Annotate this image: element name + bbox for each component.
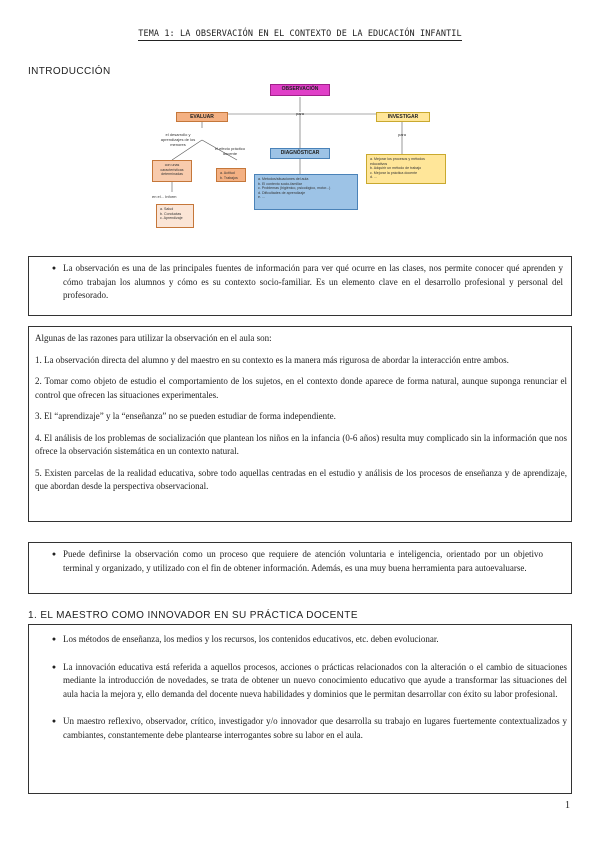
para-label: para xyxy=(295,111,304,116)
reason-item: 3. El “aprendizaje” y la “enseñanza” no se pueden estudiar de forma independiente. xyxy=(35,411,336,421)
evaluar-node: EVALUAR xyxy=(176,112,228,122)
innovation-item: La innovación educativa está referida a aquellos procesos, acciones o prácticas relacionados con la alteración o el cambio de situaciones mediante la introducción de novedades, se trata de obtener un nuevo conocimiento educativo que ayude a transformar las situaciones del aula hacia la mejora y, ello demanda del docente nueva habilidades y dominios que le permitan desarrollar con éxito su labor profesional. xyxy=(63,661,567,699)
en-el-label: en el... Inform xyxy=(152,194,177,199)
diagnosticar-list: a. Metodos/situaciones del aula b. El contexto socio-familiar c. Problemas (higiénico, psicológico, motor...) d. Dificultades de aprendizaje e. ... xyxy=(254,174,358,210)
desarrollo-label: el desarrollo y aprendizajes de los menores xyxy=(160,132,196,147)
efecto-label: el efecto práctico docente xyxy=(214,146,246,156)
definition-text: Puede definirse la observación como un proceso que requiere de atención voluntaria e inteligencia, orientado por un objetivo terminal y organizado, y utilizado con el fin de obtener información. Además, es una muy buena herramienta para autoevaluarse. xyxy=(63,549,543,573)
innovation-item: Un maestro reflexivo, observador, crítico, investigador y/o innovador que desarrolla su trabajo en lugares fuertemente contextualizados y cambiantes, constantemente debe plantearse interrogantes sobre su labor en el aula. xyxy=(63,716,567,740)
salud-node: a. Salud b. Conductas c. Aprendizaje xyxy=(156,204,194,228)
document-title: TEMA 1: LA OBSERVACIÓN EN EL CONTEXTO DE LA EDUCACIÓN INFANTIL xyxy=(138,29,462,39)
reasons-box xyxy=(28,326,572,522)
reason-item: 4. El análisis de los problemas de socialización que plantean los niños en la infancia (0-6 años) resulta muy complicado sin la información que nos ofrece la observación sistemática en un contexto natural. xyxy=(35,432,567,456)
concept-map xyxy=(152,82,448,238)
reason-item: 5. Existen parcelas de la realidad educativa, sobre todo aquellas centradas en el estudio y análisis de los procesos de enseñanza y de aprendizaje, que abordan desde la perspectiva observacional. xyxy=(35,467,567,491)
reason-item: 2. Tomar como objeto de estudio el comportamiento de los sujetos, en el contexto donde aparece de forma natural, aunque suponga renunciar el control que ofrecen las situaciones experimentales. xyxy=(35,376,567,400)
innovation-item: Los métodos de enseñanza, los medios y los recursos, los contenidos educativos, etc. deben evolucionar. xyxy=(63,634,439,644)
diagnosticar-node: DIAGNÓSTICAR xyxy=(270,148,330,159)
section-1-heading: 1. EL MAESTRO COMO INNOVADOR EN SU PRÁCTICA DOCENTE xyxy=(28,610,358,621)
page-number: 1 xyxy=(565,800,570,811)
actitud-node: a. Actitud b. Trabajos xyxy=(216,168,246,182)
investigar-node: INVESTIGAR xyxy=(376,112,430,122)
reason-item: 1. La observación directa del alumno y del maestro en su contexto es la manera más rigurosa de abordar la interacción entre ambos. xyxy=(35,354,509,365)
reasons-intro: Algunas de las razones para utilizar la observación en el aula son: xyxy=(35,333,272,343)
definition-box: ● Puede definirse la observación como un proceso que requiere de atención voluntaria e inteligencia, orientado por un objetivo terminal y organizado, y utilizado con el fin de obtener información. Además, es una muy buena herramienta para autoevaluarse. xyxy=(28,542,572,594)
innovation-box: ● Los métodos de enseñanza, los medios y los recursos, los contenidos educativos, etc. deben evolucionar. ● La innovación educativa está referida a aquellos procesos, acciones o prácticas relacionados con la alteración o el cambio de situaciones mediante la introducción de novedades, se trata de obtener un nuevo conocimiento educativo que ayude a transformar las situaciones del aula hacia la mejora y, ello demanda del docente nueva habilidades y dominios que le permitan desarrollar con éxito su labor profesional. ● Un maestro reflexivo, observador, crítico, investigador y/o innovador que desarrolla su trabajo en lugares fuertemente contextualizados y cambiantes, constantemente debe plantearse interrogantes sobre su labor en el aula. xyxy=(28,624,572,794)
observacion-node: OBSERVACIÓN xyxy=(270,84,330,96)
intro-heading: INTRODUCCIÓN xyxy=(28,66,111,77)
caracteristicas-node: con unas características determinadas xyxy=(152,160,192,182)
investigar-list: a. Mejorar los procesos y métodos educativos b. Adquirir un método de trabajo c. Mejorar la práctica docente d. ... xyxy=(366,154,446,184)
observation-definition-text: La observación es una de las principales fuentes de información para ver qué ocurre en las clases, nos permite conocer qué aprenden y cómo trabajan los alumnos y cómo es su contexto socio-familiar. Es un elemento clave en el desarrollo profesional y personal del profesorado. xyxy=(63,263,563,300)
observation-definition-box: ● La observación es una de las principales fuentes de información para ver qué ocurre en las clases, nos permite conocer qué aprenden y cómo trabajan los alumnos y cómo es su contexto socio-familiar. Es un elemento clave en el desarrollo profesional y personal del profesorado. xyxy=(28,256,572,316)
para-label-2: para xyxy=(397,132,406,137)
